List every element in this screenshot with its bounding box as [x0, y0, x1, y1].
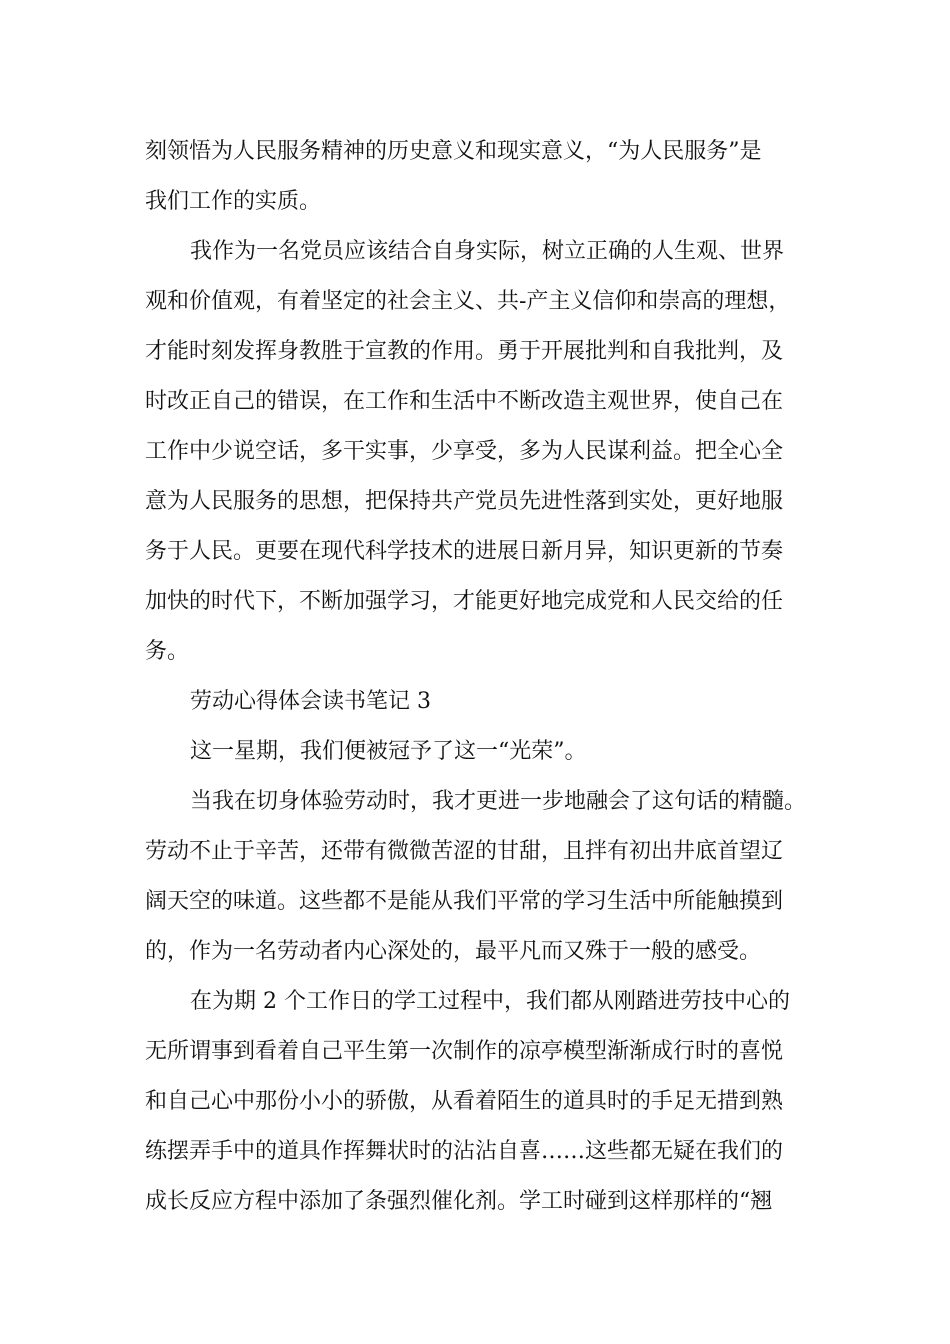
text-line: 练摆弄手中的道具作挥舞状时的沾沾自喜……这些都无疑在我们的: [145, 1139, 784, 1164]
paragraph-start-line: 在为期 2 个工作日的学工过程中，我们都从刚踏进劳技中心的: [190, 989, 790, 1014]
text-line: 观和价值观，有着坚定的社会主义、共-产主义信仰和崇高的理想，: [145, 289, 791, 314]
text-line: 阔天空的味道。这些都不是能从我们平常的学习生活中所能触摸到: [145, 889, 784, 914]
paragraph-start-line: 这一星期，我们便被冠予了这一“光荣”。: [190, 739, 587, 764]
paragraph-start-line: 当我在切身体验劳动时，我才更进一步地融会了这句话的精髓。: [190, 789, 807, 814]
text-line: 才能时刻发挥身教胜于宣教的作用。勇于开展批判和自我批判，及: [145, 339, 784, 364]
text-line: 刻领悟为人民服务精神的历史意义和现实意义，“为人民服务”是: [145, 139, 762, 164]
section-heading: 劳动心得体会读书笔记 3: [190, 689, 431, 714]
text-line: 时改正自己的错误，在工作和生活中不断改造主观世界，使自己在: [145, 389, 784, 414]
text-line: 工作中少说空话，多干实事，少享受，多为人民谋利益。把全心全: [145, 439, 784, 464]
text-line: 和自己心中那份小小的骄傲，从看着陌生的道具时的手足无措到熟: [145, 1089, 784, 1114]
text-line: 无所谓事到看着自己平生第一次制作的凉亭模型渐渐成行时的喜悦: [145, 1039, 784, 1064]
text-line: 务。: [145, 639, 190, 664]
text-line: 务于人民。更要在现代科学技术的进展日新月异，知识更新的节奏: [145, 539, 784, 564]
text-line: 我们工作的实质。: [145, 189, 322, 214]
text-line: 成长反应方程中添加了条强烈催化剂。学工时碰到这样那样的“翘: [145, 1189, 773, 1214]
text-line: 意为人民服务的思想，把保持共产党员先进性落到实处，更好地服: [145, 489, 784, 514]
text-line: 加快的时代下，不断加强学习，才能更好地完成党和人民交给的任: [145, 589, 784, 614]
paragraph-start-line: 我作为一名党员应该结合自身实际，树立正确的人生观、世界: [190, 239, 785, 264]
text-line: 的，作为一名劳动者内心深处的，最平凡而又殊于一般的感受。: [145, 939, 762, 964]
text-line: 劳动不止于辛苦，还带有微微苦涩的甘甜，且拌有初出井底首望辽: [145, 839, 784, 864]
